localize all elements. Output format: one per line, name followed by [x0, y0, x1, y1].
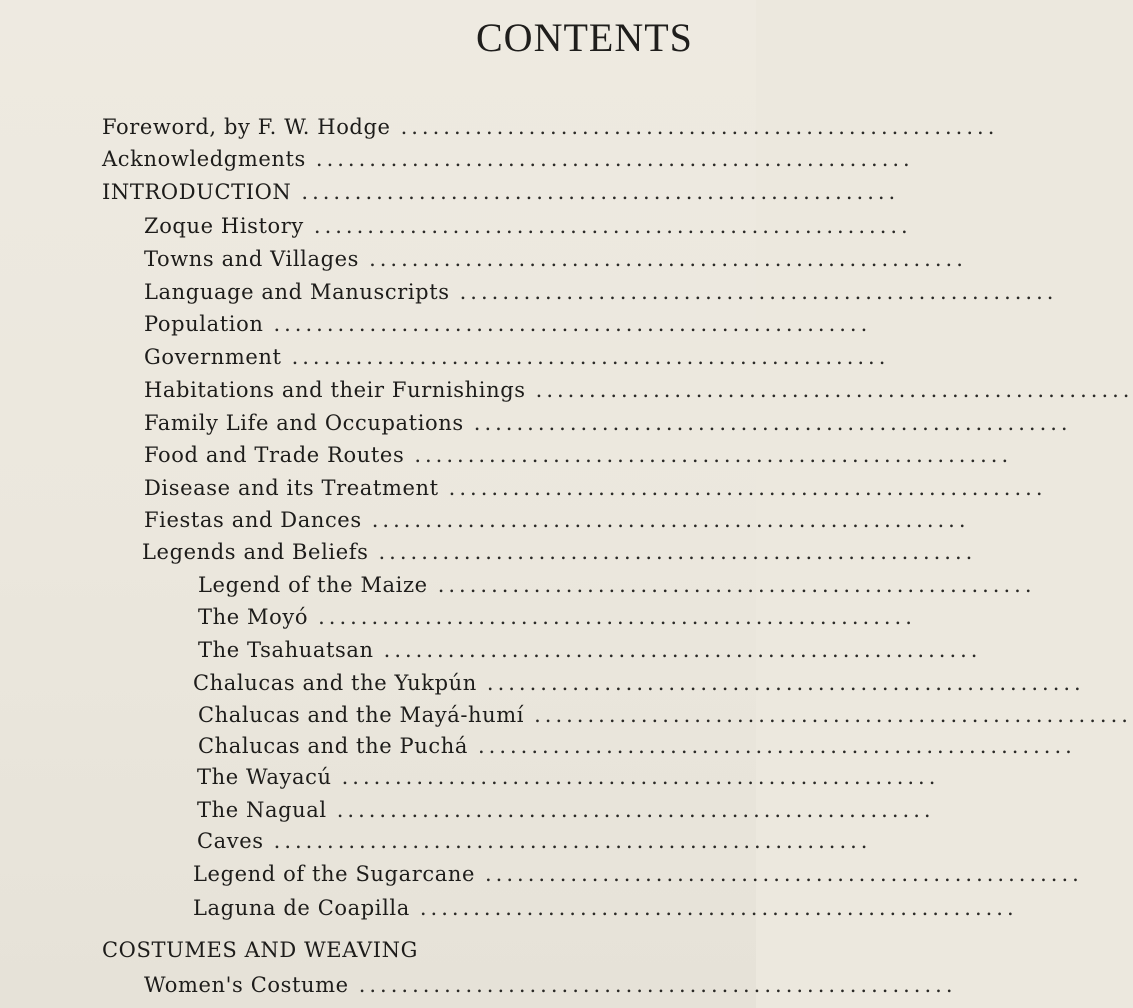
dot-leader: ........................................................: [336, 798, 935, 822]
dot-leader: ........................................................: [448, 476, 1047, 500]
dot-leader: ........................................................: [414, 443, 1013, 467]
toc-entry-zoque-history: [144, 211, 912, 241]
dot-leader: ........................................................: [273, 312, 872, 336]
dot-leader: ........................................................: [534, 703, 1132, 727]
toc-label: Legend of the Sugarcane: [193, 862, 475, 886]
toc-entry-caves: [197, 826, 872, 856]
toc-entry-foreword: [102, 112, 999, 142]
dot-leader: ........................................................: [378, 540, 977, 564]
dot-leader: ........................................................: [313, 214, 912, 238]
dot-leader: ........................................................: [369, 247, 967, 271]
dot-leader: ........................................................: [535, 378, 1133, 402]
toc-entry-acknowledgments: [102, 144, 914, 174]
toc-label: Legend of the Maize: [198, 573, 428, 597]
toc-entry-government: [144, 342, 890, 372]
toc-label: Chalucas and the Puchá: [198, 734, 468, 758]
dot-leader: ........................................................: [291, 345, 890, 369]
dot-leader: ........................................................: [400, 115, 999, 139]
dot-leader: ........................................................: [315, 147, 914, 171]
toc-entry-language-and-manuscripts: [144, 277, 1058, 307]
toc-label: Legends and Beliefs: [142, 540, 369, 564]
toc-entry-womens-costume: [144, 970, 957, 1000]
toc-label: The Nagual: [197, 798, 327, 822]
toc-entry-family-life: [144, 408, 1072, 438]
toc-label: The Moyó: [198, 605, 309, 629]
toc-entry-towns-and-villages: [144, 244, 967, 274]
toc-label: Chalucas and the Mayá-humí: [198, 703, 525, 727]
toc-entry-food-and-trade: [144, 440, 1013, 470]
toc-entry-fiestas: [144, 505, 970, 535]
toc-entry-tsahuatsan: [198, 635, 982, 665]
page-title: CONTENTS: [476, 15, 693, 60]
toc-label: Towns and Villages: [144, 247, 360, 271]
dot-leader: ........................................................: [437, 573, 1036, 597]
toc-entry-nagual: [197, 795, 935, 825]
toc-entry-laguna-coapilla: [193, 893, 1018, 923]
toc-label: Chalucas and the Yukpún: [193, 671, 477, 695]
toc-entry-habitations: [144, 375, 1133, 405]
toc-entry-chalucas-pucha: [198, 731, 1076, 761]
toc-label: Zoque History: [144, 214, 304, 238]
dot-leader: ........................................................: [477, 734, 1076, 758]
toc-entry-disease: [144, 473, 1047, 503]
toc-label: Caves: [197, 829, 264, 853]
toc-label: Food and Trade Routes: [144, 443, 405, 467]
toc-label: Laguna de Coapilla: [193, 896, 410, 920]
dot-leader: ........................................................: [459, 280, 1058, 304]
dot-leader: ........................................................: [358, 973, 957, 997]
dot-leader: ........................................................: [419, 896, 1018, 920]
dot-leader: ........................................................: [383, 638, 982, 662]
toc-label: INTRODUCTION: [102, 180, 292, 204]
toc-label: Foreword, by F. W. Hodge: [102, 115, 391, 139]
toc-label: The Wayacú: [197, 765, 332, 789]
toc-label: Women's Costume: [144, 973, 349, 997]
dot-leader: ........................................................: [473, 411, 1072, 435]
toc-entry-chalucas-maya-humi: [198, 700, 1132, 730]
toc-entry-population: [144, 309, 872, 339]
dot-leader: ........................................................: [485, 862, 1083, 886]
dot-leader: ........................................................: [341, 765, 940, 789]
dot-leader: ........................................................: [273, 829, 872, 853]
section-heading-costumes: COSTUMES AND WEAVING: [102, 938, 418, 962]
toc-label: The Tsahuatsan: [198, 638, 374, 662]
toc-label: Government: [144, 345, 282, 369]
toc-entry-chalucas-yukpun: [193, 668, 1085, 698]
toc-label: Language and Manuscripts: [144, 280, 450, 304]
toc-entry-wayacu: [197, 762, 940, 792]
toc-label: Acknowledgments: [102, 147, 306, 171]
toc-entry-legends-and-beliefs: [142, 537, 977, 567]
toc-entry-introduction: [102, 177, 900, 207]
toc-label: Population: [144, 312, 264, 336]
toc-label: Disease and its Treatment: [144, 476, 439, 500]
dot-leader: ........................................................: [301, 180, 900, 204]
toc-label: Family Life and Occupations: [144, 411, 464, 435]
toc-entry-legend-maize: [198, 570, 1036, 600]
toc-entry-legend-sugarcane: [193, 859, 1083, 889]
toc-label: Fiestas and Dances: [144, 508, 362, 532]
toc-label: Habitations and their Furnishings: [144, 378, 526, 402]
dot-leader: ........................................................: [318, 605, 916, 629]
dot-leader: ........................................................: [371, 508, 970, 532]
dot-leader: ........................................................: [486, 671, 1085, 695]
toc-entry-moyo: [198, 602, 916, 632]
